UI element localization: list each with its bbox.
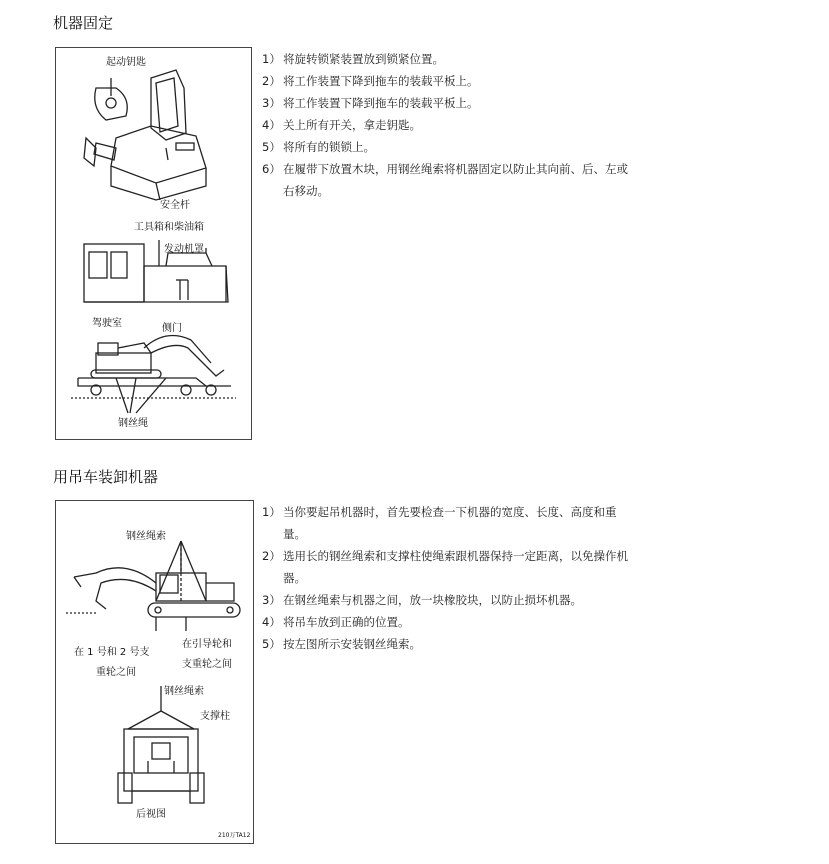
- step-text: 将旋转锁紧装置放到锁紧位置。: [283, 52, 444, 66]
- step-text: 选用长的钢丝绳索和支撑柱使绳索跟机器保持一定距离，以免操作机器。: [283, 549, 628, 585]
- step-text: 将所有的锁锁上。: [283, 140, 375, 154]
- step-text: 按左图所示安装钢丝绳索。: [283, 637, 421, 651]
- step-number: 3）: [262, 593, 281, 607]
- step-number: 5）: [262, 140, 281, 154]
- step-number: 5）: [262, 637, 281, 651]
- section-title-fixing: 机器固定: [53, 14, 114, 32]
- label-rear-view: 后视图: [136, 809, 166, 820]
- list-item: [262, 501, 632, 545]
- list-item: [262, 70, 632, 92]
- step-number: 2）: [262, 74, 281, 88]
- list-item: [262, 589, 632, 611]
- list-item: [262, 545, 632, 589]
- crane-loading-illustration: [55, 500, 254, 844]
- label-side-door: 侧门: [162, 323, 182, 334]
- step-number: 1）: [262, 505, 281, 519]
- list-item: [262, 633, 632, 655]
- step-text: 将工作装置下降到拖车的装载平板上。: [283, 74, 479, 88]
- crane-drawing: [56, 501, 253, 843]
- step-number: 3）: [262, 96, 281, 110]
- list-item: [262, 48, 632, 70]
- step-text: 在钢丝绳索与机器之间，放一块橡胶块，以防止损坏机器。: [283, 593, 582, 607]
- step-text: 在履带下放置木块，用钢丝绳索将机器固定以防止其向前、后、左或右移动。: [283, 162, 628, 198]
- step-text: 当你要起吊机器时，首先要检查一下机器的宽度、长度、高度和重量。: [283, 505, 617, 541]
- step-number: 4）: [262, 118, 281, 132]
- label-start-key: 起动钥匙: [106, 57, 146, 68]
- step-number: 2）: [262, 549, 281, 563]
- step-number: 1）: [262, 52, 281, 66]
- step-number: 6）: [262, 162, 281, 176]
- list-item: [262, 136, 632, 158]
- step-text: 关上所有开关，拿走钥匙。: [283, 118, 421, 132]
- label-safety-lever: 安全杆: [160, 200, 190, 211]
- list-item: [262, 114, 632, 136]
- crane-steps-list: [262, 501, 632, 655]
- label-engine-hood: 发动机罩: [164, 244, 204, 255]
- figure-code: 210万TA12: [218, 832, 251, 839]
- label-roller-12: 在 1 号和 2 号支: [74, 647, 150, 658]
- step-text: 将工作装置下降到拖车的装载平板上。: [283, 96, 479, 110]
- fixing-drawing: [56, 48, 251, 439]
- list-item: [262, 158, 632, 202]
- step-number: 4）: [262, 615, 281, 629]
- label-roller-12-2: 重轮之间: [96, 667, 136, 678]
- list-item: [262, 611, 632, 633]
- machine-fixing-illustration: [55, 47, 252, 440]
- label-support-bar: 支撑柱: [200, 711, 230, 722]
- label-wire-rope-top: 钢丝绳索: [126, 531, 166, 542]
- step-text: 将吊车放到正确的位置。: [283, 615, 410, 629]
- fixing-steps-list: [262, 48, 632, 202]
- label-wire-rope: 钢丝绳: [118, 418, 148, 429]
- label-cab: 驾驶室: [92, 318, 122, 329]
- label-toolbox-tank: 工具箱和柴油箱: [134, 222, 204, 233]
- label-wire-rope-rear: 钢丝绳索: [164, 686, 204, 697]
- list-item: [262, 92, 632, 114]
- section-title-crane-loading: 用吊车装卸机器: [53, 468, 159, 486]
- label-guide-support: 在引导轮和: [182, 639, 232, 650]
- label-guide-support-2: 支重轮之间: [182, 659, 232, 670]
